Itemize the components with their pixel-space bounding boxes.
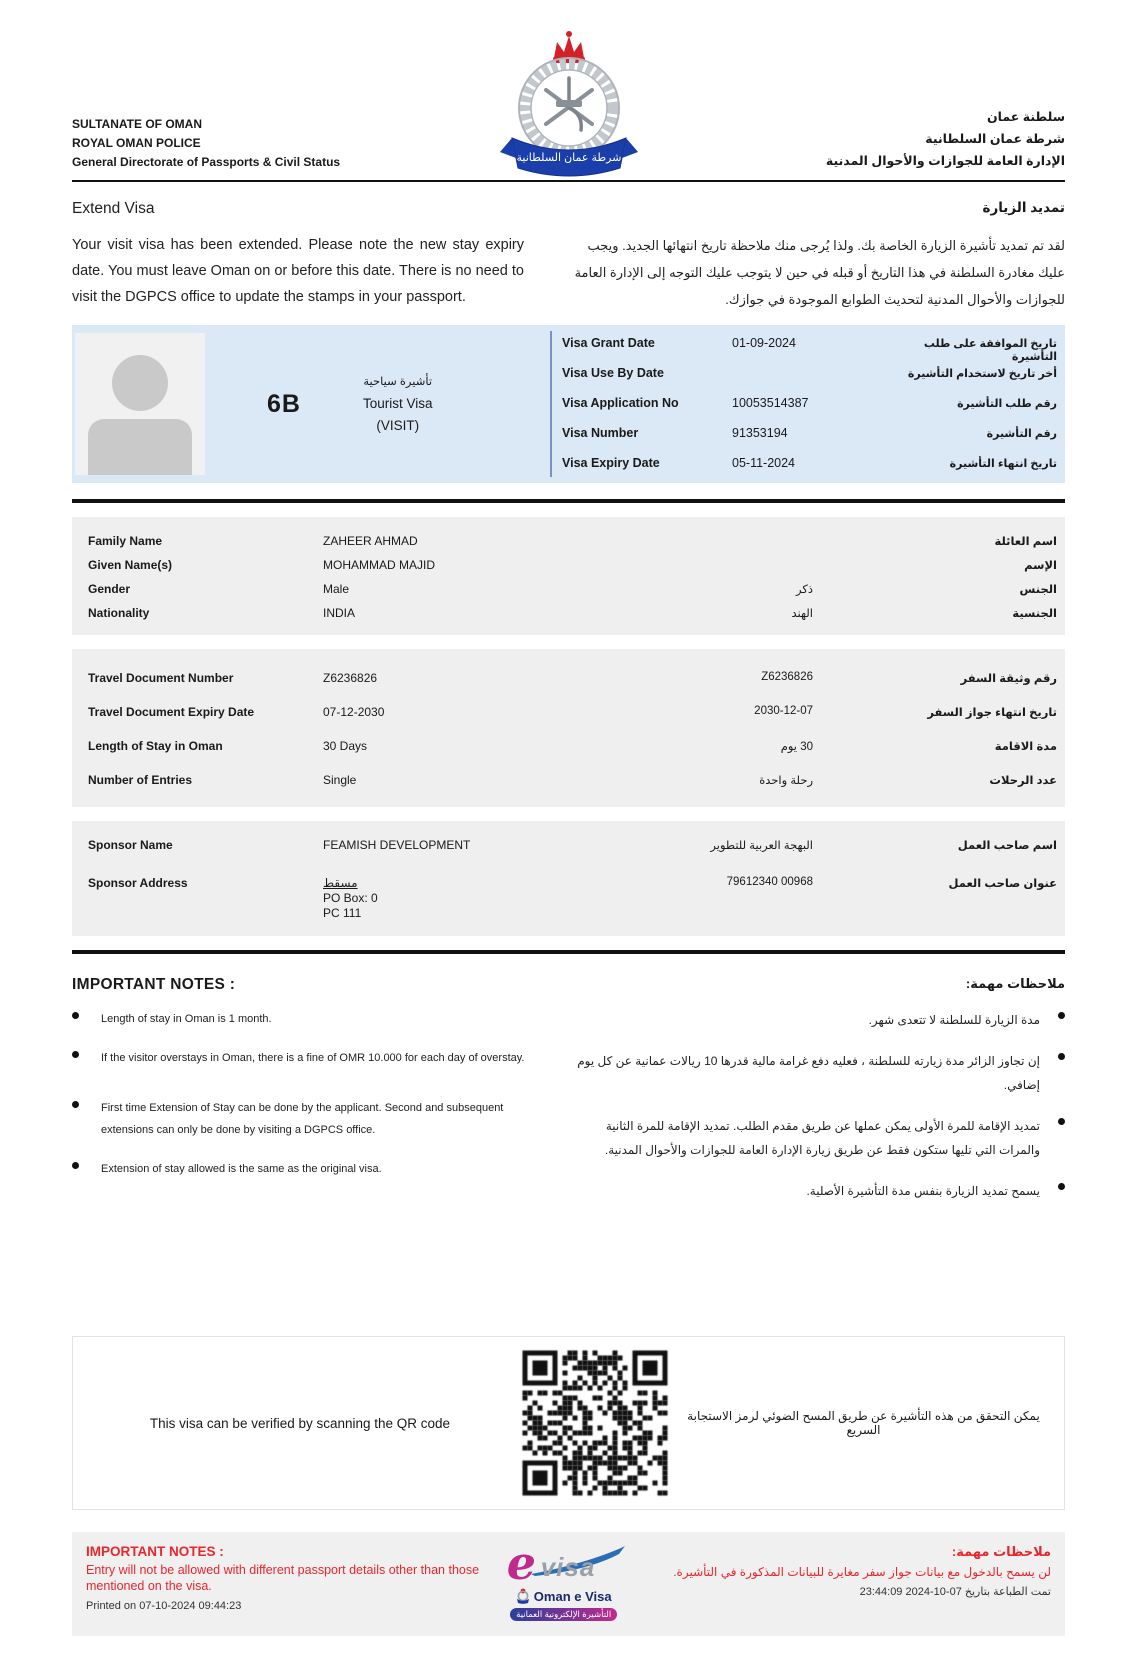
- table-row: [80, 529, 1057, 553]
- field-label: Sponsor Name: [88, 838, 173, 852]
- list-item: يسمح تمديد الزيارة بنفس مدة التأشيرة الأصلية.: [568, 1179, 1065, 1203]
- field-value-ar: الهند: [791, 608, 813, 620]
- table-row: [80, 601, 1057, 625]
- table-row: [80, 661, 1057, 695]
- field-value: 05-11-2024: [732, 456, 796, 470]
- mini-crest-icon: [516, 1588, 530, 1604]
- field-value: FEAMISH DEVELOPMENT: [323, 838, 471, 852]
- field-label: Length of Stay in Oman: [88, 739, 223, 753]
- list-item: مدة الزيارة للسلطنة لا تتعدى شهر.: [568, 1008, 1065, 1032]
- field-label-ar: رقم وثيقة السفر: [960, 673, 1057, 685]
- field-label-ar: عدد الرحلات: [989, 775, 1057, 787]
- field-value: 07-12-2030: [323, 705, 385, 719]
- field-label-ar: الإسم: [1024, 560, 1057, 572]
- table-row: [80, 695, 1057, 729]
- bullet-icon: [72, 1162, 79, 1169]
- field-value-ar: Z6236826: [761, 671, 813, 683]
- field-value: Male: [323, 582, 350, 596]
- field-label: Visa Expiry Date: [562, 456, 660, 470]
- avatar-head: [112, 355, 168, 411]
- footer-notes-heading: IMPORTANT NOTES :: [86, 1544, 224, 1559]
- personal-details-table: [72, 517, 1065, 635]
- field-value-ar: رحلة واحدة: [759, 775, 813, 787]
- table-row: [562, 456, 1057, 486]
- field-label-ar: الجنسية: [1012, 608, 1057, 620]
- field-label: Visa Number: [562, 426, 639, 440]
- sponsor-pc: PC 111: [323, 906, 362, 920]
- oman-evisa-logo: [489, 1536, 639, 1622]
- field-label: Family Name: [88, 534, 163, 548]
- travel-document-table: [72, 649, 1065, 807]
- field-value: MOHAMMAD MAJID: [323, 558, 435, 572]
- bullet-icon: [1058, 1012, 1065, 1019]
- authority-name-ar: شرطة عمان السلطانية: [925, 132, 1065, 146]
- field-label-ar: اسم صاحب العمل: [957, 840, 1057, 852]
- field-value: ZAHEER AHMAD: [323, 534, 418, 548]
- footer-note-ar: لن يسمح بالدخول مع بيانات جواز سفر مغايرة للبيانات المذكورة في التأشيرة.: [673, 1565, 1051, 1579]
- sponsor-table: [72, 821, 1065, 936]
- footer-note-en: Entry will not be allowed with different passport details other than those mentioned on the visa.: [86, 1563, 480, 1593]
- document-footer: [72, 1532, 1065, 1636]
- field-label: Sponsor Address: [88, 876, 188, 890]
- field-label-ar: رقم التأشيرة: [986, 428, 1057, 440]
- bullet-icon: [1058, 1183, 1065, 1190]
- header-arabic: [826, 106, 1065, 172]
- visa-type-ar: تأشيرة سياحية: [363, 376, 433, 388]
- field-label: Travel Document Number: [88, 671, 234, 685]
- crest-banner-text: شرطة عمان السلطانية: [516, 152, 621, 164]
- field-label-ar: رقم طلب التأشيرة: [957, 398, 1057, 410]
- document-header: [72, 20, 1065, 182]
- list-item: Extension of stay allowed is the same as the original visa.: [72, 1158, 550, 1180]
- section-divider: [72, 950, 1065, 954]
- field-label-ar: اسم العائلة: [994, 536, 1057, 548]
- table-row: [80, 871, 1057, 926]
- field-value: Z6236826: [323, 671, 378, 685]
- table-row: [80, 833, 1057, 857]
- field-value: Single: [323, 773, 357, 787]
- notes-heading-ar: ملاحظات مهمة:: [965, 976, 1065, 991]
- field-label: Gender: [88, 582, 131, 596]
- list-item: Length of stay in Oman is 1 month.: [72, 1008, 550, 1030]
- field-label-ar: مدة الاقامة: [994, 741, 1057, 753]
- field-label-ar: الجنس: [1019, 584, 1057, 596]
- visa-type-sub: (VISIT): [376, 418, 420, 433]
- field-value-ar: 30 يوم: [780, 741, 813, 753]
- field-label: Given Name(s): [88, 558, 173, 572]
- royal-oman-police-crest-icon: [494, 20, 644, 183]
- qr-caption-ar: يمكن التحقق من هذه التأشيرة عن طريق المسح الضوئي لرمز الاستجابة السريع: [687, 1409, 1040, 1437]
- sponsor-city: مسقط: [323, 876, 358, 890]
- table-row: [80, 577, 1057, 601]
- authority-name: ROYAL OMAN POLICE: [72, 136, 201, 150]
- list-item: تمديد الإقامة للمرة الأولى يمكن عملها عن طريق مقدم الطلب. تمديد الإقامة للمرة الثانية والمرات التي تليها ستكون فقط عن طريق زيارة الإدارة العامة للجوازات والأحوال المدنية.: [568, 1114, 1065, 1162]
- evisa-visa-text: visa: [540, 1552, 596, 1582]
- directorate-name: General Directorate of Passports & Civil Status: [72, 155, 341, 169]
- list-item: إن تجاوز الزائر مدة زيارته للسلطنة ، فعليه دفع غرامة مالية قدرها 10 ريالات عمانية عن كل يوم إضافي.: [568, 1049, 1065, 1097]
- visa-type-block: [363, 371, 433, 437]
- field-value: 01-09-2024: [732, 336, 796, 350]
- field-label-ar: أخر تاريخ لاستخدام التأشيرة: [907, 368, 1057, 380]
- field-label: Number of Entries: [88, 773, 193, 787]
- field-value: [323, 876, 695, 921]
- notes-list-en: [72, 1008, 550, 1220]
- field-value-ar: 2030-12-07: [754, 705, 813, 717]
- directorate-name-ar: الإدارة العامة للجوازات والأحوال المدنية: [825, 154, 1065, 168]
- field-label-ar: تاريخ الموافقة على طلب التأشيرة: [923, 338, 1057, 363]
- visa-type-en: Tourist Visa: [362, 396, 433, 411]
- visa-class-code: 6B: [267, 389, 301, 418]
- avatar-body: [88, 419, 192, 475]
- qr-code: [515, 1343, 675, 1503]
- sponsor-pobox: PO Box: 0: [323, 891, 378, 905]
- intro-paragraph-en: Your visit visa has been extended. Please note the new stay expiry date. You must leave Oman on or before this date. There is no need to visit the DGPCS office to update the stamps in your passport.: [72, 237, 524, 305]
- notes-list-ar: [568, 1008, 1065, 1220]
- bullet-icon: [72, 1101, 79, 1108]
- table-row: [562, 426, 1057, 456]
- field-value: 91353194: [732, 426, 788, 440]
- printed-timestamp-en: Printed on 07-10-2024 09:44:23: [86, 1600, 242, 1612]
- sponsor-phone: 00968 79612340: [726, 876, 813, 888]
- field-value-ar: البهجة العربية للتطوير: [710, 840, 813, 852]
- bullet-icon: [72, 1051, 79, 1058]
- bullet-icon: [72, 1012, 79, 1019]
- field-value: INDIA: [323, 606, 356, 620]
- photo-placeholder: [75, 333, 205, 475]
- page-title-ar: تمديد الزيارة: [982, 200, 1065, 215]
- qr-caption-en: This visa can be verified by scanning the QR code: [149, 1415, 451, 1431]
- notes-heading: IMPORTANT NOTES :: [72, 976, 236, 993]
- bullet-icon: [1058, 1053, 1065, 1060]
- qr-verification-section: [72, 1336, 1065, 1510]
- field-label-ar: عنوان صاحب العمل: [948, 878, 1057, 890]
- table-row: [80, 763, 1057, 797]
- evisa-arabic-strip: التأشيرة الإلكترونية العمانية: [510, 1608, 617, 1621]
- page-title: Extend Visa: [72, 200, 155, 217]
- footer-notes-heading-ar: ملاحظات مهمة:: [951, 1544, 1051, 1559]
- section-divider: [72, 499, 1065, 503]
- field-value-ar: ذكر: [796, 584, 813, 596]
- field-label: Nationality: [88, 606, 150, 620]
- field-label: Travel Document Expiry Date: [88, 705, 255, 719]
- country-name-ar: سلطنة عمان: [986, 110, 1065, 124]
- field-label: Visa Application No: [562, 396, 679, 410]
- list-item: If the visitor overstays in Oman, there is a fine of OMR 10.000 for each day of overstay.: [72, 1047, 550, 1069]
- table-row: [562, 336, 1057, 366]
- evisa-wordmark: Oman e Visa: [533, 1588, 612, 1604]
- field-label: Visa Use By Date: [562, 366, 664, 380]
- visa-details-table: [552, 325, 1065, 483]
- field-label-ar: تاريخ انتهاء التأشيرة: [949, 458, 1057, 470]
- list-item: First time Extension of Stay can be done by the applicant. Second and subsequent extensions can only be done by visiting a DGPCS office.: [72, 1097, 550, 1141]
- printed-timestamp-ar: تمت الطباعة بتاريخ 07-10-2024 23:44:09: [859, 1586, 1051, 1598]
- visa-summary-card: [72, 325, 1065, 483]
- intro-paragraph-ar: لقد تم تمديد تأشيرة الزيارة الخاصة بك. ولذا يُرجى منك ملاحظة تاريخ انتهائها الجديد. ويجب عليك مغادرة السلطنة في هذا التاريخ أو قبله في حين لا يتوجب عليك التوجه إلى الإدارة العامة للجوازات والأحوال المدنية لتحديث الطوابع الموجودة في جوازك.: [574, 238, 1065, 307]
- field-label: Visa Grant Date: [562, 336, 655, 350]
- table-row: [562, 396, 1057, 426]
- field-value: 10053514387: [732, 396, 809, 410]
- table-row: [80, 553, 1057, 577]
- evisa-e-glyph: e: [506, 1536, 536, 1590]
- bullet-icon: [1058, 1118, 1065, 1125]
- field-value: 30 Days: [323, 739, 368, 753]
- header-english: [72, 115, 340, 172]
- table-row: [562, 366, 1057, 396]
- table-row: [80, 729, 1057, 763]
- field-label-ar: تاريخ انتهاء جواز السفر: [927, 707, 1057, 719]
- country-name: SULTANATE OF OMAN: [72, 117, 202, 131]
